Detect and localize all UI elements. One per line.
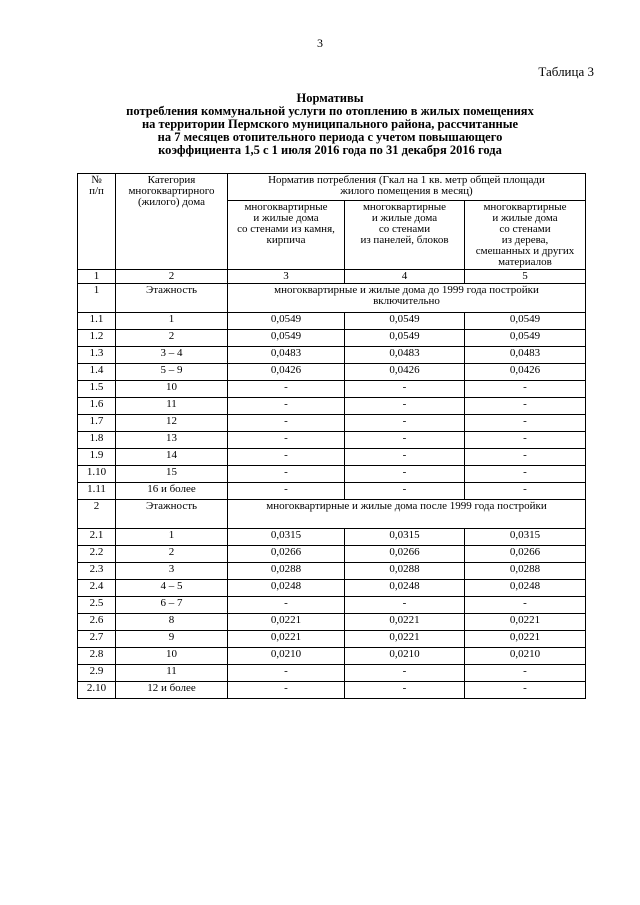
table-row: [78, 330, 586, 347]
subheader-wood-mixed-cell: многоквартирные и жилые дома со стенами из дерева, смешанных и других материалов: [465, 201, 586, 270]
wood-mixed-value-cell: 0,0221: [465, 631, 586, 648]
column-number-cell: 3: [228, 270, 345, 284]
row-number-cell: 1.9: [78, 449, 116, 466]
floors-cell: 10: [116, 648, 228, 665]
panel-block-value-cell: -: [345, 449, 465, 466]
floors-cell: 1: [116, 529, 228, 546]
row-number-cell: 2.1: [78, 529, 116, 546]
panel-block-value-cell: -: [345, 665, 465, 682]
panel-block-value-cell: -: [345, 398, 465, 415]
stone-brick-value-cell: 0,0288: [228, 563, 345, 580]
floors-cell: 13: [116, 432, 228, 449]
table-row: [78, 648, 586, 665]
row-number-cell: 1.6: [78, 398, 116, 415]
stone-brick-value-cell: 0,0483: [228, 347, 345, 364]
stone-brick-value-cell: -: [228, 682, 345, 699]
stone-brick-value-cell: -: [228, 665, 345, 682]
table-row: [78, 597, 586, 614]
wood-mixed-value-cell: -: [465, 665, 586, 682]
stone-brick-value-cell: -: [228, 449, 345, 466]
table-row: [78, 483, 586, 500]
panel-block-value-cell: -: [345, 432, 465, 449]
page-number: 3: [317, 36, 323, 50]
title-line: потребления коммунальной услуги по отоплению в жилых помещениях: [126, 104, 534, 118]
table-row: [78, 347, 586, 364]
stone-brick-value-cell: 0,0248: [228, 580, 345, 597]
table-row: [78, 631, 586, 648]
row-number-cell: 1.4: [78, 364, 116, 381]
row-number-cell: 1.1: [78, 313, 116, 330]
wood-mixed-value-cell: -: [465, 449, 586, 466]
floors-cell: 8: [116, 614, 228, 631]
row-number-cell: 1.8: [78, 432, 116, 449]
table-row: [78, 432, 586, 449]
wood-mixed-value-cell: -: [465, 415, 586, 432]
section-label-cell: Этажность: [116, 500, 228, 529]
subheader-stone-brick-cell: многоквартирные и жилые дома со стенами из камня, кирпича: [228, 201, 345, 270]
row-number-cell: 2.7: [78, 631, 116, 648]
wood-mixed-value-cell: 0,0266: [465, 546, 586, 563]
wood-mixed-value-cell: -: [465, 466, 586, 483]
panel-block-value-cell: 0,0221: [345, 614, 465, 631]
table-row: [78, 364, 586, 381]
panel-block-value-cell: 0,0210: [345, 648, 465, 665]
header-num-cell: № п/п: [78, 174, 116, 270]
column-numbers-row: [78, 270, 586, 284]
row-number-cell: 1.3: [78, 347, 116, 364]
row-number-cell: 1.5: [78, 381, 116, 398]
table-row: [78, 614, 586, 631]
floors-cell: 3: [116, 563, 228, 580]
floors-cell: 14: [116, 449, 228, 466]
table-row: [78, 529, 586, 546]
stone-brick-value-cell: -: [228, 432, 345, 449]
panel-block-value-cell: -: [345, 682, 465, 699]
panel-block-value-cell: -: [345, 483, 465, 500]
panel-block-value-cell: 0,0288: [345, 563, 465, 580]
wood-mixed-value-cell: -: [465, 597, 586, 614]
wood-mixed-value-cell: 0,0210: [465, 648, 586, 665]
row-number-cell: 2.2: [78, 546, 116, 563]
table-row: [78, 563, 586, 580]
floors-cell: 15: [116, 466, 228, 483]
row-number-cell: 2.5: [78, 597, 116, 614]
panel-block-value-cell: 0,0549: [345, 330, 465, 347]
section-label-cell: Этажность: [116, 284, 228, 313]
row-number-cell: 1.2: [78, 330, 116, 347]
wood-mixed-value-cell: 0,0549: [465, 313, 586, 330]
row-number-cell: 2.3: [78, 563, 116, 580]
column-number-cell: 4: [345, 270, 465, 284]
stone-brick-value-cell: -: [228, 466, 345, 483]
wood-mixed-value-cell: 0,0288: [465, 563, 586, 580]
column-number-cell: 1: [78, 270, 116, 284]
floors-cell: 16 и более: [116, 483, 228, 500]
title-line: Нормативы: [296, 91, 364, 105]
stone-brick-value-cell: 0,0210: [228, 648, 345, 665]
stone-brick-value-cell: 0,0426: [228, 364, 345, 381]
table-row: [78, 415, 586, 432]
stone-brick-value-cell: -: [228, 483, 345, 500]
floors-cell: 11: [116, 665, 228, 682]
wood-mixed-value-cell: 0,0549: [465, 330, 586, 347]
title-line: на 7 месяцев отопительного периода с учетом повышающего: [157, 130, 503, 144]
stone-brick-value-cell: -: [228, 398, 345, 415]
column-number-cell: 2: [116, 270, 228, 284]
wood-mixed-value-cell: 0,0221: [465, 614, 586, 631]
wood-mixed-value-cell: -: [465, 398, 586, 415]
header-category-cell: Категория многоквартирного (жилого) дома: [116, 174, 228, 270]
table-row: [78, 313, 586, 330]
stone-brick-value-cell: -: [228, 381, 345, 398]
panel-block-value-cell: 0,0549: [345, 313, 465, 330]
section-header-row: [78, 500, 586, 529]
table-label: Таблица 3: [538, 64, 594, 79]
floors-cell: 10: [116, 381, 228, 398]
row-number-cell: 2.9: [78, 665, 116, 682]
wood-mixed-value-cell: 0,0315: [465, 529, 586, 546]
panel-block-value-cell: 0,0221: [345, 631, 465, 648]
wood-mixed-value-cell: -: [465, 432, 586, 449]
panel-block-value-cell: -: [345, 381, 465, 398]
floors-cell: 3 – 4: [116, 347, 228, 364]
floors-cell: 4 – 5: [116, 580, 228, 597]
row-number-cell: 2.6: [78, 614, 116, 631]
wood-mixed-value-cell: 0,0483: [465, 347, 586, 364]
header-normative-cell: Норматив потребления (Гкал на 1 кв. метр общей площади жилого помещения в месяц): [228, 174, 586, 201]
row-number-cell: 2.4: [78, 580, 116, 597]
table-row: [78, 466, 586, 483]
floors-cell: 2: [116, 330, 228, 347]
wood-mixed-value-cell: 0,0426: [465, 364, 586, 381]
panel-block-value-cell: 0,0426: [345, 364, 465, 381]
row-number-cell: 1.7: [78, 415, 116, 432]
section-heading-cell: многоквартирные и жилые дома после 1999 года постройки: [228, 500, 586, 529]
stone-brick-value-cell: 0,0315: [228, 529, 345, 546]
panel-block-value-cell: 0,0266: [345, 546, 465, 563]
section-number-cell: 1: [78, 284, 116, 313]
wood-mixed-value-cell: -: [465, 682, 586, 699]
row-number-cell: 2.8: [78, 648, 116, 665]
floors-cell: 5 – 9: [116, 364, 228, 381]
stone-brick-value-cell: 0,0221: [228, 614, 345, 631]
panel-block-value-cell: -: [345, 415, 465, 432]
row-number-cell: 1.10: [78, 466, 116, 483]
wood-mixed-value-cell: 0,0248: [465, 580, 586, 597]
subheader-panel-block-cell: многоквартирные и жилые дома со стенами из панелей, блоков: [345, 201, 465, 270]
stone-brick-value-cell: -: [228, 597, 345, 614]
stone-brick-value-cell: 0,0221: [228, 631, 345, 648]
wood-mixed-value-cell: -: [465, 483, 586, 500]
row-number-cell: 2.10: [78, 682, 116, 699]
floors-cell: 1: [116, 313, 228, 330]
title-line: на территории Пермского муниципального района, рассчитанные: [141, 117, 519, 131]
section-number-cell: 2: [78, 500, 116, 529]
floors-cell: 2: [116, 546, 228, 563]
column-number-cell: 5: [465, 270, 586, 284]
floors-cell: 12 и более: [116, 682, 228, 699]
table-row: [78, 682, 586, 699]
floors-cell: 12: [116, 415, 228, 432]
table-row: [78, 449, 586, 466]
panel-block-value-cell: -: [345, 597, 465, 614]
stone-brick-value-cell: 0,0549: [228, 313, 345, 330]
table-row: [78, 398, 586, 415]
wood-mixed-value-cell: -: [465, 381, 586, 398]
section-heading-cell: многоквартирные и жилые дома до 1999 года постройки включительно: [228, 284, 586, 313]
stone-brick-value-cell: 0,0266: [228, 546, 345, 563]
panel-block-value-cell: 0,0315: [345, 529, 465, 546]
section-header-row: [78, 284, 586, 313]
panel-block-value-cell: 0,0483: [345, 347, 465, 364]
floors-cell: 6 – 7: [116, 597, 228, 614]
table-row: [78, 546, 586, 563]
title-line: коэффициента 1,5 с 1 июля 2016 года по 31 декабря 2016 года: [158, 143, 502, 157]
table-row: [78, 580, 586, 597]
stone-brick-value-cell: -: [228, 415, 345, 432]
document-title: [60, 92, 600, 157]
row-number-cell: 1.11: [78, 483, 116, 500]
panel-block-value-cell: 0,0248: [345, 580, 465, 597]
table-row: [78, 381, 586, 398]
floors-cell: 11: [116, 398, 228, 415]
stone-brick-value-cell: 0,0549: [228, 330, 345, 347]
table-row: [78, 665, 586, 682]
floors-cell: 9: [116, 631, 228, 648]
panel-block-value-cell: -: [345, 466, 465, 483]
normatives-table: [77, 173, 586, 699]
table-header-row: [78, 174, 586, 201]
